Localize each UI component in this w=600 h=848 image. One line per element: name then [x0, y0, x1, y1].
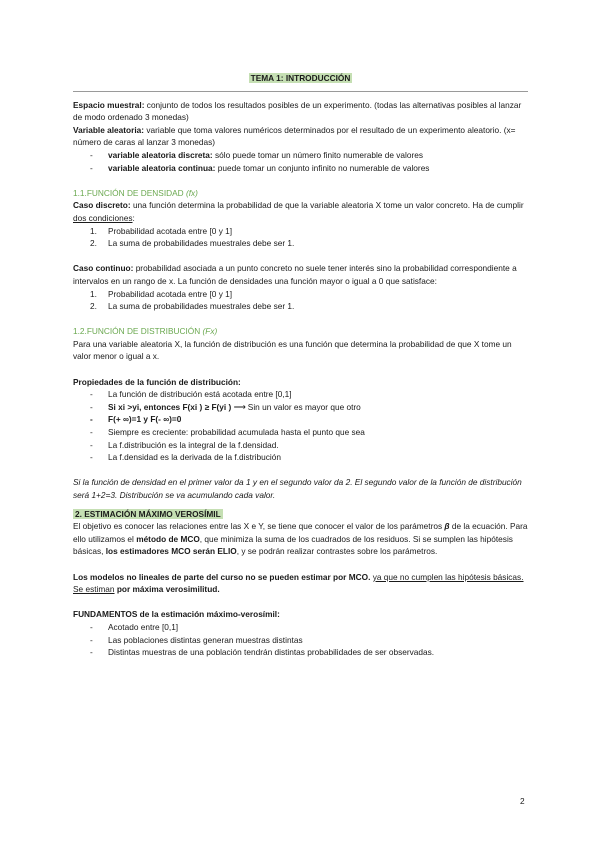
spacer [73, 250, 528, 263]
distribucion-note: Si la función de densidad en el primer valor da 1 y en el segundo valor da 2. El segundo valor de la función de distribución será 1+2=3. Distribución se va acumulando cada valor. [73, 477, 522, 500]
variable-aleatoria-text: variable que toma valores numéricos determinados por el resultado de un experimento aleatorio. (x= número de caras al lanzar 3 monedas) [73, 124, 516, 148]
text-run: , y se podrán realizar contrastes sobre los parámetros. [236, 546, 438, 557]
heading-variable: (Fx) [202, 326, 218, 337]
page-title: TEMA 1: INTRODUCCIÓN [250, 73, 351, 83]
variable-aleatoria-paragraph [73, 124, 528, 149]
list-item: - Acotado entre [0,1] [90, 621, 528, 634]
propiedades-list [73, 388, 528, 464]
espacio-muestral-text: conjunto de todos los resultados posibles de un experimento. (todas las alternativas posibles al lanzar de modo ordenado 3 monedas) [73, 99, 522, 123]
list-item [90, 149, 528, 162]
variable-aleatoria-label: Variable aleatoria: [73, 124, 145, 135]
caso-continuo-text: probabilidad asociada a un punto concreto no suele tener interés sino la probabilidad correspondiente a intervalos en un rango de x. La función de densidades una función mayor o igual a 0 que satisface: [73, 263, 517, 286]
heading-text: 1.1.FUNCIÓN DE DENSIDAD [73, 187, 186, 198]
spacer [73, 558, 528, 571]
text-run: El objetivo es conocer las relaciones entre las X e Y, se tiene que conocer el valor de los parámetros [73, 521, 445, 532]
beta-symbol: β [444, 521, 450, 532]
list-item-label: variable aleatoria discreta: [108, 149, 213, 160]
list-item: - Siempre es creciente: probabilidad acumulada hasta el punto que sea [90, 426, 528, 439]
page-content [73, 72, 528, 659]
espacio-muestral-paragraph [73, 99, 528, 124]
list-item-text: Probabilidad acotada entre [0 y 1] [108, 288, 233, 299]
list-number: 2. [90, 301, 97, 312]
heading-variable: (fx) [185, 187, 198, 198]
spacer [73, 363, 528, 376]
text-underlined: ya que no cumplen las hipótesis básicas. Se estiman [73, 571, 524, 595]
dos-condiciones-underlined: dos condiciones [73, 212, 133, 223]
list-item-label: variable aleatoria continua: [108, 162, 216, 173]
mv-paragraph-1 [73, 520, 528, 558]
list-item-text: Probabilidad acotada entre [0 y 1] [108, 225, 233, 236]
page-number: 2 [520, 796, 525, 806]
list-item-text: La suma de probabilidades muestrales debe ser 1. [108, 238, 295, 249]
list-item [90, 237, 528, 250]
list-item [90, 225, 528, 238]
highlighted-heading: 2. ESTIMACIÓN MÁXIMO VEROSÍMIL [75, 508, 221, 519]
discreto-conditions-list [73, 225, 528, 250]
fundamentos-heading: FUNDAMENTOS de la estimación máximo-verosímil: [73, 609, 280, 620]
title-block [73, 72, 528, 92]
section-heading-mv [73, 508, 528, 521]
caso-discreto-text: una función determina la probabilidad de que la variable aleatoria X tome un valor concreto. Ha de cumplir [130, 200, 524, 211]
spacer [73, 313, 528, 326]
list-item-text: La suma de probabilidades muestrales debe ser 1. [108, 301, 295, 312]
espacio-muestral-label: Espacio muestral: [73, 99, 145, 110]
list-item [90, 401, 528, 414]
list-item: - La f.densidad es la derivada de la f.distribución [90, 451, 528, 464]
list-item-text: sólo puede tomar un número finito numerable de valores [212, 149, 423, 160]
list-item [90, 162, 528, 175]
caso-continuo-label: Caso continuo: [73, 263, 134, 274]
list-item [90, 288, 528, 301]
variable-types-list [73, 149, 528, 174]
list-item: - Las poblaciones distintas generan muestras distintas [90, 634, 528, 647]
text-bold: por máxima verosimilitud. [114, 584, 220, 595]
fundamentos-list [73, 621, 528, 659]
list-item: - La función de distribución está acotada entre [0,1] [90, 388, 528, 401]
list-number: 1. [90, 225, 97, 236]
text-run: de la ecuación. Para ello utilizamos el [73, 521, 528, 544]
list-item [90, 300, 528, 313]
list-number: 2. [90, 238, 97, 249]
list-item: - La f.distribución es la integral de la f.densidad. [90, 439, 528, 452]
heading-text: 1.2.FUNCIÓN DE DISTRIBUCIÓN [73, 326, 203, 337]
caso-discreto-paragraph [73, 199, 528, 224]
list-item-text: puede tomar un conjunto infinito no numerable de valores [215, 162, 430, 173]
spacer [73, 596, 528, 609]
caso-continuo-paragraph [73, 262, 528, 287]
list-item: - F(+ ∞)=1 y F(- ∞)=0 [90, 413, 528, 426]
propiedades-heading: Propiedades de la función de distribución: [73, 376, 241, 387]
mv-paragraph-2 [73, 571, 528, 596]
spacer [73, 174, 528, 187]
elio-bold: los estimadores MCO serán ELIO [105, 546, 237, 557]
spacer [73, 464, 528, 477]
distribucion-paragraph: Para una variable aleatoria X, la función de distribución es una función que determina la probabilidad de que X tome un valor menor o igual a x. [73, 338, 512, 362]
continuo-conditions-list [73, 288, 528, 313]
property-bold: Si xi >yi, entonces F(xi ) ≥ F(yi ) [108, 401, 232, 412]
list-number: 1. [90, 288, 97, 299]
caso-discreto-label: Caso discreto: [73, 200, 131, 211]
arrow-right-icon: ⟶ [231, 401, 248, 412]
text-bold: Los modelos no lineales de parte del curso no se pueden estimar por MCO. [73, 571, 371, 582]
section-heading-densidad [73, 187, 528, 200]
property-text: Sin un valor es mayor que otro [247, 401, 361, 412]
mco-method-bold: método de MCO [136, 533, 200, 544]
section-heading-distribucion [73, 325, 528, 338]
caso-discreto-end: : [132, 212, 135, 223]
list-item: - Distintas muestras de una población tendrán distintas probabilidades de ser observadas. [90, 646, 528, 659]
text-run: , que minimiza la suma de los cuadrados de los residuos. Si se sumplen las hipótesis básicas, [73, 533, 513, 557]
